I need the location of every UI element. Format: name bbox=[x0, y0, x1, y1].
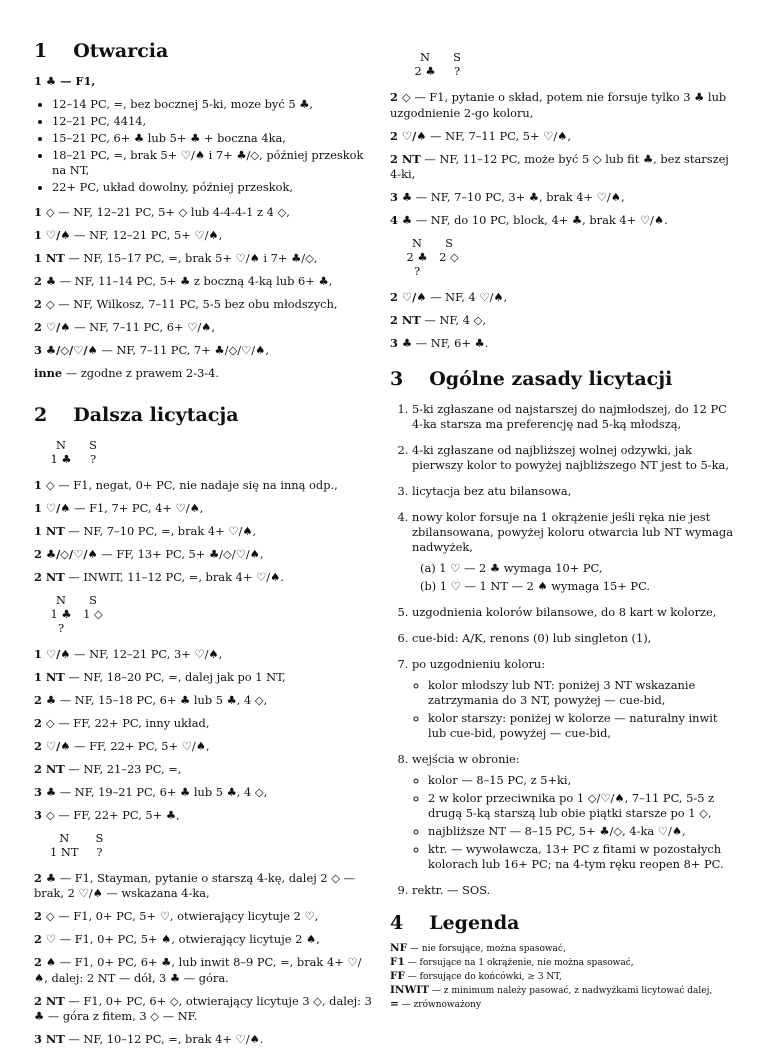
list-item: 5. uzgodnienia kolorów bilansowe, do 8 kart w kolorze, bbox=[412, 605, 734, 620]
section-title-text: Otwarcia bbox=[73, 40, 169, 62]
list-item: ◦ kolor młodszy lub NT: poniżej 3 NT wskazanie zatrzymania do 3 NT, powyżej — cue-bid, bbox=[428, 678, 734, 708]
auction-table: N S 1 NT ? bbox=[50, 830, 104, 859]
bid-line: 2 ♣ — NF, 11–14 PC, 5+ ♣ z boczną 4-ką lub 6+ ♣, bbox=[34, 274, 333, 288]
bid-line: 3 ◇ — FF, 22+ PC, 5+ ♣, bbox=[34, 807, 180, 822]
auction-table: N S 2 ♣ 2 ◇ ? bbox=[406, 236, 459, 278]
bid-line: 2 NT — NF, 21–23 PC, =, bbox=[34, 761, 182, 776]
legend-item: INWIT — z minimum należy pasować, z nadwyżkami licytować dalej, bbox=[390, 983, 713, 996]
bid-line: 1 ◇ — NF, 12–21 PC, 5+ ◇ lub 4-4-4-1 z 4 ◇, bbox=[34, 205, 290, 219]
right-column bbox=[390, 40, 734, 1012]
opening-1c: 1 ♣ — F1, bbox=[34, 74, 96, 88]
list-item: ◦ ktr. — wywoławcza, 13+ PC z fitami w pozostałych kolorach lub 16+ PC; na 4-tym ręku reopen 8+ PC. bbox=[428, 842, 734, 872]
list-item: • 12–21 PC, 4414, bbox=[52, 114, 374, 129]
responses-2c bbox=[390, 90, 734, 229]
section-3-title: 3 Ogólne zasady licytacji bbox=[390, 367, 673, 390]
bid-line: 2 NT — INWIT, 11–12 PC, =, brak 4+ ♡/♠. bbox=[34, 569, 284, 584]
legend-item: = — zrównoważony bbox=[390, 997, 482, 1010]
bid-line: 3 ♣ — NF, 7–10 PC, 3+ ♣, brak 4+ ♡/♠, bbox=[390, 190, 625, 204]
sub-list bbox=[412, 561, 734, 594]
list-item: • 22+ PC, układ dowolny, później przeskok, bbox=[52, 180, 374, 195]
list-item: ◦ kolor starszy: poniżej w kolorze — naturalny inwit lub cue-bid, powyżej — cue-bid, bbox=[428, 711, 734, 741]
section-4-title: 4 Legenda bbox=[390, 911, 520, 934]
list-item: 8. wejścia w obronie: ◦ kolor — 8–15 PC, z 5+ki, ◦ 2 w kolor przeciwnika po 1 ◇/♡/♠, 7–11 PC, 5-5 z drugą 5-ką starszą lub obie piątki starsze po 1 ◇, ◦ najbliższe NT — 8–15 PC, 5+ ♣/◇, 4-ka ♡/♠, ◦ ktr. — wywoławcza, 13+ PC z fitami w pozostałych kolorach lub 16+ PC; na 4-tym ręku reopen 8+ PC. bbox=[412, 752, 734, 872]
bid-line: 2 NT — F1, 0+ PC, 6+ ◇, otwierający licytuje 3 ◇, dalej: 3 ♣ — góra z fitem, 3 ◇ — NF. bbox=[34, 993, 372, 1023]
bid-line: 4 ♣ — NF, do 10 PC, block, 4+ ♣, brak 4+ ♡/♠. bbox=[390, 213, 668, 227]
bid-line: 2 ♡/♠ — NF, 7–11 PC, 5+ ♡/♠, bbox=[390, 128, 572, 143]
bid-line: 2 NT — NF, 11–12 PC, może być 5 ◇ lub fit ♣, bez starszej 4-ki, bbox=[390, 151, 729, 181]
legend bbox=[390, 942, 734, 1012]
sub-list bbox=[412, 773, 734, 872]
bid-line: 2 ♠ — F1, 0+ PC, 6+ ♣, lub inwit 8–9 PC, =, brak 4+ ♡/♠, dalej: 2 NT — dół, 3 ♣ — góra. bbox=[34, 955, 362, 985]
bid-line: 1 NT — NF, 15–17 PC, =, brak 5+ ♡/♠ i 7+ ♣/◇, bbox=[34, 251, 318, 265]
list-item: (b) 1 ♡ — 1 NT — 2 ♠ wymaga 15+ PC. bbox=[420, 578, 651, 593]
bid-line: 2 ◇ — F1, pytanie o skład, potem nie forsuje tylko 3 ♣ lub uzgodnienie 2-go koloru, bbox=[390, 90, 727, 120]
list-item: 7. po uzgodnieniu koloru: ◦ kolor młodszy lub NT: poniżej 3 NT wskazanie zatrzymania do 3 NT, powyżej — cue-bid, ◦ kolor starszy: poniżej w kolorze — naturalny inwit lub cue-bid, powyżej — cue-bid, bbox=[412, 657, 734, 741]
bid-line: 3 NT — NF, 10–12 PC, =, brak 4+ ♡/♠. bbox=[34, 1032, 264, 1046]
list-item: • 15–21 PC, 6+ ♣ lub 5+ ♣ + boczna 4ka, bbox=[52, 131, 374, 146]
bid-line: 1 ♡/♠ — F1, 7+ PC, 4+ ♡/♠, bbox=[34, 500, 204, 515]
bid-line: 2 ♡/♠ — FF, 22+ PC, 5+ ♡/♠, bbox=[34, 738, 210, 753]
section-1-title bbox=[34, 40, 374, 62]
bid-line: 2 ♡/♠ — NF, 7–11 PC, 6+ ♡/♠, bbox=[34, 320, 216, 334]
auction-table: N S 2 ♣ ? bbox=[414, 50, 461, 78]
list-item: 3. licytacja bez atu bilansowa, bbox=[412, 484, 734, 499]
bid-line: 2 NT — NF, 4 ◇, bbox=[390, 313, 486, 327]
section-2-title: 2 Dalsza licytacja bbox=[34, 403, 239, 426]
list-item: 1. 5-ki zgłaszane od najstarszej do najmłodszej, do 12 PC 4-ka starsza ma preferencję nad 5-ką młodszą, bbox=[412, 402, 734, 432]
bid-line: 2 ♣/◇/♡/♠ — FF, 13+ PC, 5+ ♣/◇/♡/♠, bbox=[34, 546, 264, 561]
list-item: (a) 1 ♡ — 2 ♣ wymaga 10+ PC, bbox=[420, 560, 603, 575]
legend-item: FF — forsujące do końcówki, ≥ 3 NT, bbox=[390, 969, 562, 982]
auction-table: N S 1 ♣ ? bbox=[50, 437, 97, 466]
rebids-1c-1d bbox=[34, 647, 374, 824]
legend-item: F1 — forsujące na 1 okrążenie, nie można spasować, bbox=[390, 955, 634, 968]
list-item: • 12–14 PC, =, bez bocznej 5-ki, moze być 5 ♣, bbox=[52, 97, 374, 112]
list-item: 9. rektr. — SOS. bbox=[412, 883, 734, 898]
bullet-list bbox=[34, 97, 374, 195]
list-item: 4. nowy kolor forsuje na 1 okrążenie jeśli ręka nie jest zbilansowana, powyżej koloru otwarcia lub NT wymaga nadwyżek, (a) 1 ♡ — 2 ♣ wymaga 10+ PC, (b) 1 ♡ — 1 NT — 2 ♠ wymaga 15+ PC. bbox=[412, 510, 734, 594]
legend-item: NF — nie forsujące, można spasować, bbox=[390, 941, 566, 954]
section-number: 1 bbox=[34, 40, 48, 62]
auction-table: N S 1 ♣ 1 ◇ ? bbox=[50, 592, 103, 635]
rebids-2c-2d bbox=[390, 290, 734, 352]
bid-line: 2 ♡ — F1, 0+ PC, 5+ ♠, otwierający licytuje 2 ♠, bbox=[34, 932, 320, 946]
bid-line: inne — zgodne z prawem 2-3-4. bbox=[34, 366, 220, 380]
responses-1c bbox=[34, 478, 374, 586]
bid-line: 3 ♣ — NF, 6+ ♣. bbox=[390, 336, 489, 350]
list-item: ◦ najbliższe NT — 8–15 PC, 5+ ♣/◇, 4-ka ♡/♠, bbox=[428, 824, 734, 839]
bid-line: 1 ♡/♠ — NF, 12–21 PC, 3+ ♡/♠, bbox=[34, 646, 223, 661]
list-item: ◦ 2 w kolor przeciwnika po 1 ◇/♡/♠, 7–11 PC, 5-5 z drugą 5-ką starszą lub obie piątki starsze po 1 ◇, bbox=[428, 791, 734, 821]
list-item: 2. 4-ki zgłaszane od najbliższej wolnej odzywki, jak pierwszy kolor to powyżej najbliższego NT jest to 5-ka, bbox=[412, 443, 734, 473]
bid-line: 2 ♣ — NF, 15–18 PC, 6+ ♣ lub 5 ♣, 4 ◇, bbox=[34, 692, 268, 707]
bid-line: 2 ◇ — NF, Wilkosz, 7–11 PC, 5-5 bez obu młodszych, bbox=[34, 297, 338, 311]
bid-line: 2 ♡/♠ — NF, 4 ♡/♠, bbox=[390, 290, 508, 304]
bid-line: 3 ♣ — NF, 19–21 PC, 6+ ♣ lub 5 ♣, 4 ◇, bbox=[34, 784, 268, 799]
bid-line: 3 ♣/◇/♡/♠ — NF, 7–11 PC, 7+ ♣/◇/♡/♠, bbox=[34, 343, 269, 357]
list-item: ◦ kolor — 8–15 PC, z 5+ki, bbox=[428, 773, 734, 788]
openings-list bbox=[34, 205, 374, 382]
bid-line: 1 ◇ — F1, negat, 0+ PC, nie nadaje się na inną odp., bbox=[34, 477, 338, 492]
bid-line: 2 ♣ — F1, Stayman, pytanie o starszą 4-kę, dalej 2 ◇ — brak, 2 ♡/♠ — wskazana 4-ka, bbox=[34, 870, 355, 900]
left-column bbox=[34, 40, 374, 1055]
list-item: • 18–21 PC, =, brak 5+ ♡/♠ i 7+ ♣/◇, później przeskok na NT, bbox=[52, 148, 374, 178]
bid-line: 2 ◇ — F1, 0+ PC, 5+ ♡, otwierający licytuje 2 ♡, bbox=[34, 909, 319, 923]
bid-line: 1 NT — NF, 18–20 PC, =, dalej jak po 1 NT, bbox=[34, 669, 286, 684]
bid-line: 1 ♡/♠ — NF, 12–21 PC, 5+ ♡/♠, bbox=[34, 228, 223, 242]
rules-list bbox=[390, 402, 734, 898]
sub-list bbox=[412, 678, 734, 741]
responses-1nt bbox=[34, 871, 374, 1048]
bid-line: 2 ◇ — FF, 22+ PC, inny układ, bbox=[34, 715, 210, 730]
bid-line: 1 NT — NF, 7–10 PC, =, brak 4+ ♡/♠, bbox=[34, 523, 257, 538]
list-item: 6. cue-bid: A/K, renons (0) lub singleton (1), bbox=[412, 631, 734, 646]
